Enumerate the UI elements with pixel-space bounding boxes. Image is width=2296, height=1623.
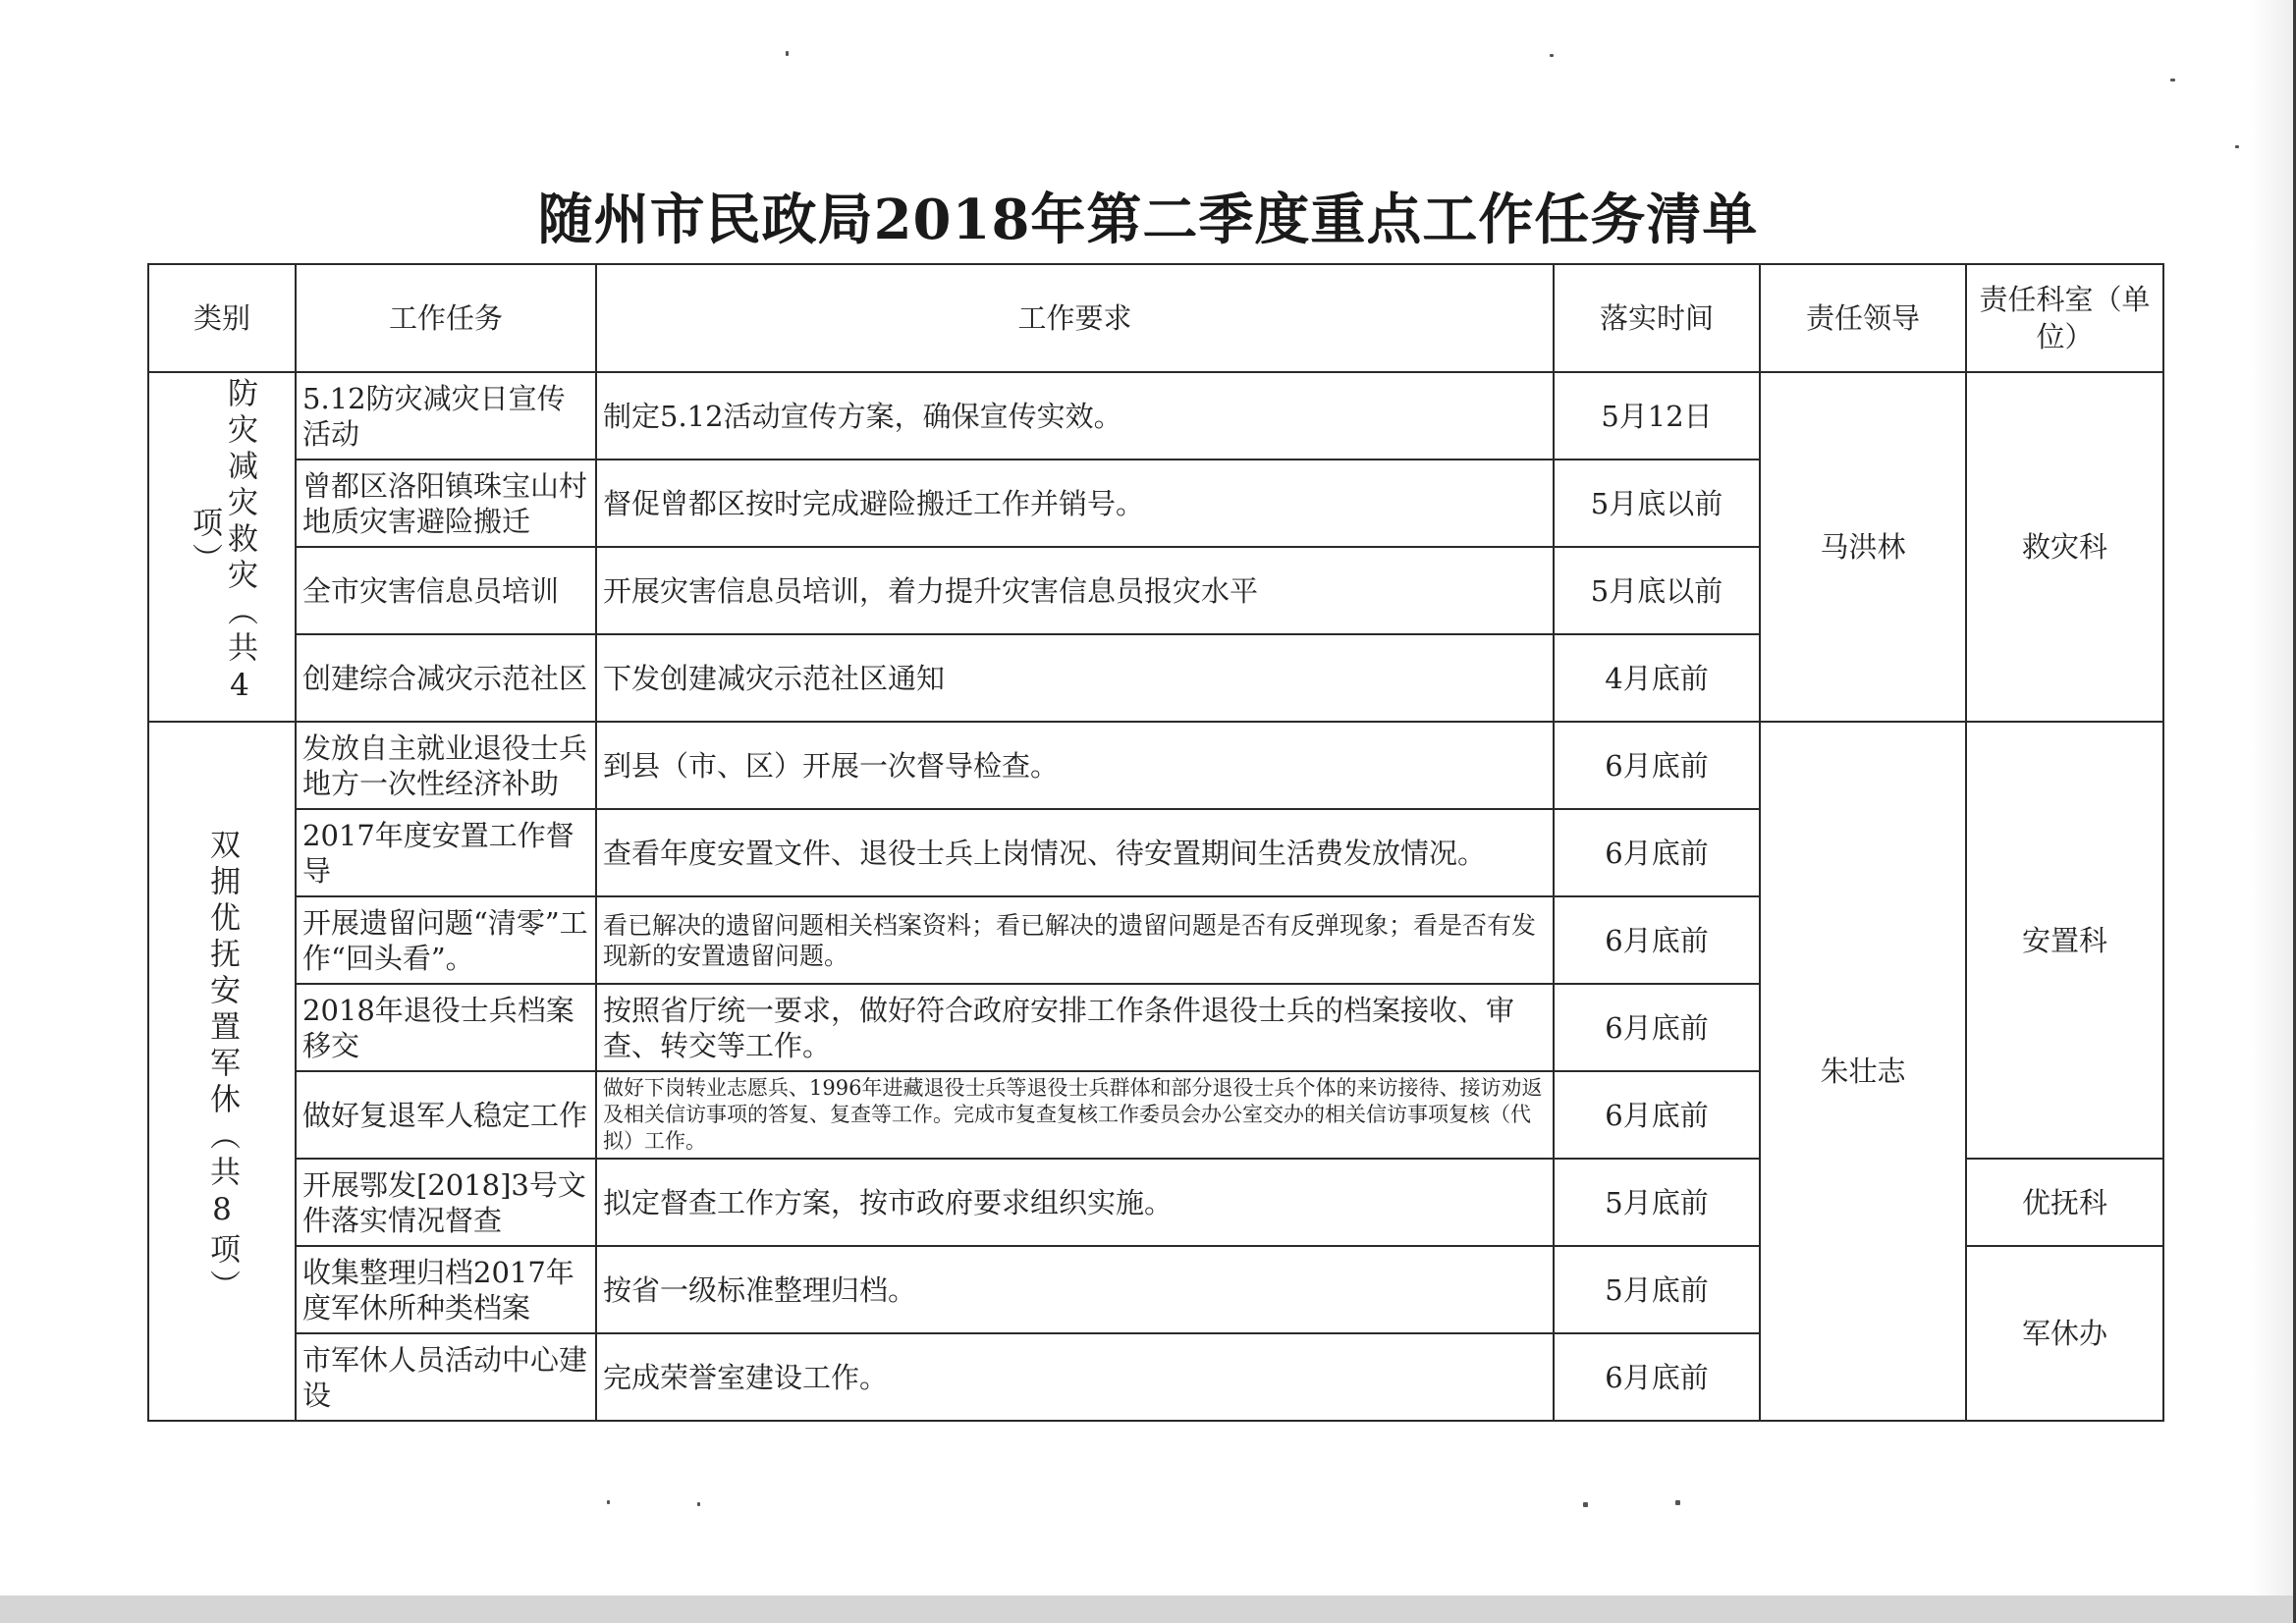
category-cell <box>148 722 296 1421</box>
dept-cell: 优抚科 <box>1966 1159 2163 1246</box>
scan-speck <box>786 51 789 56</box>
time-cell: 6月底前 <box>1554 722 1760 809</box>
time-cell: 6月底前 <box>1554 1071 1760 1159</box>
task-cell: 开展遗留问题“清零”工作“回头看”。 <box>296 896 596 984</box>
scan-speck <box>1583 1502 1588 1507</box>
header-requirement: 工作要求 <box>596 264 1554 372</box>
header-category: 类别 <box>148 264 296 372</box>
dept-cell: 救灾科 <box>1966 372 2163 722</box>
dept-cell: 安置科 <box>1966 722 2163 1159</box>
task-cell: 曾都区洛阳镇珠宝山村地质灾害避险搬迁 <box>296 460 596 547</box>
category-label: 双拥优抚安置军休（共8项） <box>204 829 240 1306</box>
task-cell: 创建综合减灾示范社区 <box>296 634 596 722</box>
requirement-cell: 按照省厅统一要求，做好符合政府安排工作条件退役士兵的档案接收、审查、转交等工作。 <box>596 984 1554 1071</box>
category-label: 防灾减灾救灾（共4项） <box>187 377 257 709</box>
header-dept: 责任科室（单位） <box>1966 264 2163 372</box>
header-time: 落实时间 <box>1554 264 1760 372</box>
task-cell: 2017年度安置工作督导 <box>296 809 596 896</box>
time-cell: 6月底前 <box>1554 984 1760 1071</box>
time-cell: 6月底前 <box>1554 809 1760 896</box>
requirement-cell: 拟定督查工作方案，按市政府要求组织实施。 <box>596 1159 1554 1246</box>
requirement-cell: 开展灾害信息员培训，着力提升灾害信息员报灾水平 <box>596 547 1554 634</box>
requirement-cell: 查看年度安置文件、退役士兵上岗情况、待安置期间生活费发放情况。 <box>596 809 1554 896</box>
header-task: 工作任务 <box>296 264 596 372</box>
time-cell: 6月底前 <box>1554 896 1760 984</box>
scan-speck <box>2235 145 2239 148</box>
requirement-cell: 按省一级标准整理归档。 <box>596 1246 1554 1333</box>
scan-speck <box>1675 1500 1680 1505</box>
task-cell: 5.12防灾减灾日宣传活动 <box>296 372 596 460</box>
scan-speck <box>1550 54 1554 57</box>
scan-speck <box>2170 79 2175 81</box>
requirement-cell: 制定5.12活动宣传方案，确保宣传实效。 <box>596 372 1554 460</box>
dept-cell: 军休办 <box>1966 1246 2163 1421</box>
requirement-cell: 到县（市、区）开展一次督导检查。 <box>596 722 1554 809</box>
category-cell <box>148 372 296 722</box>
task-cell: 收集整理归档2017年度军休所种类档案 <box>296 1246 596 1333</box>
time-cell: 6月底前 <box>1554 1333 1760 1421</box>
requirement-cell: 做好下岗转业志愿兵、1996年进藏退役士兵等退役士兵群体和部分退役士兵个体的来访接待、接访劝返及相关信访事项的答复、复查等工作。完成市复查复核工作委员会办公室交办的相关信访事项复核（代拟）工作。 <box>596 1071 1554 1159</box>
time-cell: 5月底以前 <box>1554 460 1760 547</box>
time-cell: 5月底前 <box>1554 1246 1760 1333</box>
task-cell: 市军休人员活动中心建设 <box>296 1333 596 1421</box>
table-row <box>148 722 2163 809</box>
requirement-cell: 完成荣誉室建设工作。 <box>596 1333 1554 1421</box>
task-cell: 做好复退军人稳定工作 <box>296 1071 596 1159</box>
task-cell: 发放自主就业退役士兵地方一次性经济补助 <box>296 722 596 809</box>
page-shadow-bottom <box>0 1596 2296 1623</box>
time-cell: 5月底前 <box>1554 1159 1760 1246</box>
requirement-cell: 下发创建减灾示范社区通知 <box>596 634 1554 722</box>
time-cell: 4月底前 <box>1554 634 1760 722</box>
leader-cell: 马洪林 <box>1760 372 1966 722</box>
requirement-cell: 督促曾都区按时完成避险搬迁工作并销号。 <box>596 460 1554 547</box>
task-cell: 2018年退役士兵档案移交 <box>296 984 596 1071</box>
document-title: 随州市民政局2018年第二季度重点工作任务清单 <box>537 188 1759 252</box>
table-row <box>148 372 2163 460</box>
header-leader: 责任领导 <box>1760 264 1966 372</box>
leader-cell: 朱壮志 <box>1760 722 1966 1421</box>
task-cell: 全市灾害信息员培训 <box>296 547 596 634</box>
table-header-row <box>148 264 2163 372</box>
time-cell: 5月底以前 <box>1554 547 1760 634</box>
task-cell: 开展鄂发[2018]3号文件落实情况督查 <box>296 1159 596 1246</box>
task-table <box>147 263 2164 1422</box>
scan-speck <box>697 1502 700 1506</box>
scan-speck <box>607 1500 610 1504</box>
time-cell: 5月12日 <box>1554 372 1760 460</box>
requirement-cell: 看已解决的遗留问题相关档案资料；看已解决的遗留问题是否有反弹现象；看是否有发现新的安置遗留问题。 <box>596 896 1554 984</box>
